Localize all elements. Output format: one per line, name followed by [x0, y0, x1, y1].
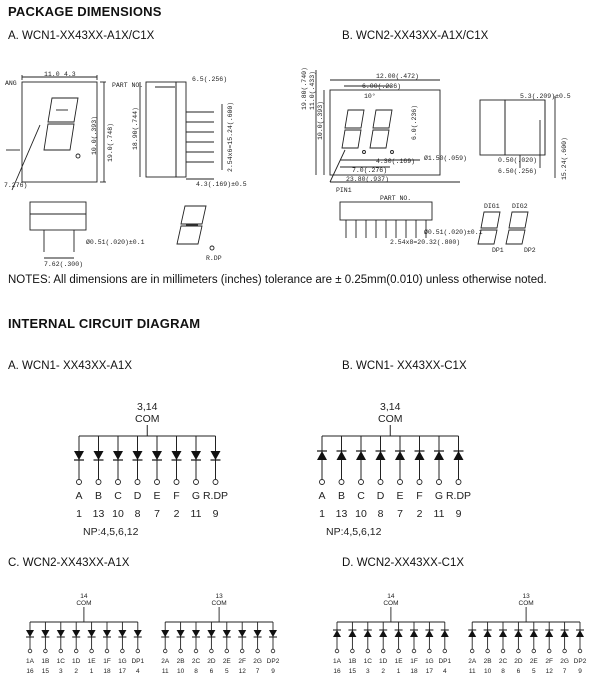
circuit-d-g1-terminal-2 [366, 649, 370, 653]
circuit-b-pin-3: 8 [377, 508, 384, 520]
circuit-c-g2-seg-7: DP2 [266, 658, 280, 665]
circuit-d-g2-terminal-5 [547, 649, 551, 653]
circuit-d-g2-diode-4 [530, 630, 538, 637]
circuit-d-g2-terminal-4 [532, 649, 536, 653]
circuit-c-g1-pin-7: 4 [135, 668, 140, 675]
dim-height: 19.0(.748) [107, 122, 114, 162]
circuit-a-terminal-0 [77, 480, 82, 485]
circuit-b-pin-4: 7 [397, 508, 403, 520]
circuit-c-g1-diode-2 [57, 630, 65, 637]
circuit-c-g1-terminal-7 [136, 649, 140, 653]
circuit-b-diode-4 [395, 451, 405, 460]
circuit-c-g2-diode-4 [223, 630, 231, 637]
circuit-d-g2-seg-2: 2C [498, 658, 508, 665]
circuit-c-g1-seg-3: 1D [72, 658, 81, 665]
circuit-c-g2-pin-4: 5 [224, 668, 229, 675]
circuit-c-com1-label: COM [76, 600, 92, 607]
circuit-c-g2-diode-5 [238, 630, 246, 637]
circuit-a-pin-4: 7 [154, 508, 160, 520]
circuit-c-g2-terminal-7 [271, 649, 275, 653]
circuit-b-diode-0 [317, 451, 327, 460]
circuit-a-com-pins: 3,14 [137, 401, 158, 413]
circuit-d-g2-diode-5 [545, 630, 553, 637]
circuit-c-com1-pin: 14 [80, 593, 88, 600]
dim-b-height-1: 19.80(.740) [301, 67, 308, 110]
dim-b-dp: Ø1.50(.059) [424, 155, 467, 162]
circuit-a-seg-4: E [153, 490, 161, 502]
circuit-d-g2-terminal-2 [501, 649, 505, 653]
circuit-c-g2-seg-0: 2A [161, 658, 170, 665]
dim-side-width: 6.5(.256) [192, 76, 228, 83]
circuit-d-g2-diode-0 [468, 630, 476, 637]
circuit-c-g2-pin-6: 7 [255, 668, 260, 675]
circuit-a-seg-0: A [75, 490, 83, 502]
dim-side-height: 18.90(.744) [132, 107, 139, 150]
circuit-c-g2-terminal-3 [210, 649, 214, 653]
dp1-label: DP1 [492, 247, 504, 254]
circuit-c-g1-terminal-2 [59, 649, 63, 653]
dim-b-side-2: 0.50(.020) [498, 157, 538, 164]
rdp-label: R.DP [206, 255, 222, 262]
circuit-a-label: A. WCN1- XX43XX-A1X [8, 360, 132, 372]
circuit-d-g1-seg-0: 1A [333, 658, 341, 665]
circuit-d-g1-pin-6: 17 [425, 668, 434, 675]
circuit-b-terminal-3 [378, 480, 383, 485]
circuit-b-label: B. WCN1- XX43XX-C1X [342, 360, 467, 372]
circuit-b-seg-0: A [318, 490, 326, 502]
circuit-c-g1-seg-7: DP1 [131, 658, 145, 665]
circuit-a-pin-1: 13 [92, 508, 105, 520]
circuit-a-diode-4 [152, 451, 162, 460]
dim-b-p3: 23.80(.937) [346, 176, 389, 183]
package-a-label: A. WCN1-XX43XX-A1X/C1X [8, 30, 155, 42]
circuit-b-diode-2 [356, 451, 366, 460]
circuit-d-g1-terminal-7 [443, 649, 447, 653]
circuit-d-com1-label: COM [383, 600, 399, 607]
circuit-c-com2-pin: 13 [215, 593, 223, 600]
dim-b-height-3: 10.0(.393) [317, 100, 324, 140]
circuit-a-seg-2: C [114, 490, 122, 502]
circuit-d-g1-seg-5: 1F [410, 658, 418, 665]
circuit-a-diode-2 [113, 451, 123, 460]
circuit-c-g2-seg-2: 2C [191, 658, 201, 665]
circuit-a-pin-6: 11 [190, 508, 202, 520]
circuit-d-g1-diode-5 [410, 630, 418, 637]
circuit-c-g2-diode-6 [254, 630, 262, 637]
circuit-c-g1-seg-6: 1G [118, 658, 127, 665]
circuit-c-g2-pin-7: 9 [271, 668, 275, 675]
circuit-b-diode-7 [454, 451, 464, 460]
circuit-c-g1-terminal-4 [90, 649, 94, 653]
dim-top-width-2: 4.3 [64, 71, 76, 78]
circuit-d-g1-pin-4: 1 [396, 668, 401, 675]
circuit-b-diode-5 [415, 451, 425, 460]
dim-b-side-3: 6.50(.256) [498, 168, 538, 175]
circuit-a-seg-7: R.DP [202, 490, 229, 502]
circuit-c-g2-diode-2 [192, 630, 200, 637]
circuit-d-com1-pin: 14 [387, 593, 395, 600]
circuit-d-g1-seg-2: 1C [363, 658, 372, 665]
circuit-b-pin-0: 1 [319, 508, 325, 520]
circuit-a-terminal-5 [174, 480, 179, 485]
dim-b-p1: 4.30(.169) [376, 158, 416, 165]
circuit-c-g1-terminal-6 [121, 649, 125, 653]
circuit-d-g1-diode-6 [425, 630, 433, 637]
circuit-c-com2-label: COM [211, 600, 227, 607]
circuit-a-diode-1 [94, 451, 104, 460]
circuit-d-g1-diode-3 [379, 630, 387, 637]
pin1-label: PIN1 [336, 187, 352, 194]
dim-b-pin-spacing: 2.54x8=20.32(.800) [390, 239, 461, 246]
circuit-d-g2-seg-0: 2A [468, 658, 477, 665]
circuit-b-pin-7: 9 [455, 508, 462, 520]
dim-b-side-1: 5.3(.209)±0.5 [520, 93, 571, 100]
circuit-c-g1-seg-4: 1E [87, 658, 96, 665]
circuit-a-diode-0 [74, 451, 84, 460]
circuit-d-g2-terminal-3 [517, 649, 521, 653]
circuit-b-pin-5: 2 [416, 508, 423, 520]
circuit-c-g1-terminal-0 [28, 649, 32, 653]
dim-b-side-4: 15.24(.600) [561, 137, 568, 180]
circuit-a-terminal-1 [96, 480, 101, 485]
circuit-d-g1-diode-2 [364, 630, 372, 637]
circuit-d-com2-label: COM [518, 600, 534, 607]
circuit-d-g1-pin-7: 4 [442, 668, 447, 675]
circuit-d-g1-terminal-5 [412, 649, 416, 653]
package-a-front-body [22, 82, 97, 182]
circuit-d-g2-pin-5: 12 [545, 668, 553, 675]
dim-pins: 2.54x6=15.24(.600) [227, 101, 234, 172]
circuit-c-g1-pin-3: 2 [74, 668, 79, 675]
circuit-c-g1-pin-6: 17 [118, 668, 127, 675]
circuit-d-label: D. WCN2-XX43XX-C1X [342, 557, 465, 569]
circuit-c-g1-diode-0 [26, 630, 34, 637]
circuit-d-g1-seg-1: 1B [348, 658, 357, 665]
circuit-a-diode-3 [133, 451, 143, 460]
dim-b-pin-diameter: Ø0.51(.020)±0.1 [424, 229, 483, 236]
circuit-d-g2-terminal-0 [470, 649, 474, 653]
circuit-c-g1-diode-3 [72, 630, 80, 637]
circuit-c-g2-diode-1 [177, 630, 185, 637]
circuit-d-g1-terminal-4 [397, 649, 401, 653]
circuit-c-g2-terminal-5 [240, 649, 244, 653]
dig1-label: DIG1 [484, 203, 500, 210]
circuit-c-g1-pin-1: 15 [41, 668, 50, 675]
circuit-d-g1-seg-3: 1D [379, 658, 388, 665]
circuit-d-g2-seg-6: 2G [560, 658, 569, 665]
dim-b-height-4: 6.0(.236) [411, 104, 418, 140]
circuit-a-seg-3: D [133, 490, 142, 502]
circuit-b-np: NP:4,5,6,12 [326, 526, 382, 538]
circuit-d-g1-pin-5: 18 [410, 668, 418, 675]
dim-b-height-2: 11.0(.433) [309, 70, 316, 110]
circuit-c-g2-seg-4: 2E [222, 658, 231, 665]
circuit-c-g1-terminal-3 [74, 649, 78, 653]
circuit-b-seg-1: B [337, 490, 346, 502]
circuit-b-terminal-0 [320, 480, 325, 485]
circuit-c-g2-terminal-1 [179, 649, 183, 653]
circuit-d-g1-terminal-6 [428, 649, 432, 653]
dim-top-width: 11.0 [44, 71, 60, 78]
circuit-c-g2-pin-0: 11 [161, 668, 169, 675]
circuit-c-g2-terminal-0 [163, 649, 167, 653]
circuit-d-g1-terminal-3 [381, 649, 385, 653]
circuit-a-seg-6: G [191, 490, 201, 502]
dimensions-note: NOTES: All dimensions are in millimeters (inches) tolerance are ± 0.25mm(0.010) unless otherwise noted. [8, 274, 547, 286]
circuit-b-pin-6: 11 [433, 508, 445, 520]
dim-pin-diameter: Ø0.51(.020)±0.1 [86, 239, 145, 246]
circuit-c-g1-diode-6 [118, 630, 126, 637]
circuit-d-g2-seg-1: 2B [483, 658, 492, 665]
circuit-c-g2-pin-1: 10 [176, 668, 185, 675]
dim-b-width-1: 12.00(.472) [376, 73, 419, 80]
circuit-d-g2-pin-4: 5 [531, 668, 536, 675]
circuit-d-g1-seg-6: 1G [425, 658, 434, 665]
circuit-b-pin-1: 13 [335, 508, 348, 520]
circuit-c-g1-diode-5 [103, 630, 111, 637]
circuit-d-g1-pin-3: 2 [381, 668, 386, 675]
circuit-c-g2-seg-1: 2B [176, 658, 185, 665]
circuit-b-terminal-6 [437, 480, 442, 485]
circuit-c-g1-seg-1: 1B [41, 658, 50, 665]
circuit-a-terminal-3 [135, 480, 140, 485]
circuit-d-g2-pin-1: 10 [483, 668, 492, 675]
circuit-b-seg-2: C [357, 490, 365, 502]
circuit-b-seg-6: G [434, 490, 444, 502]
circuit-b-seg-3: D [376, 490, 385, 502]
circuit-a-pin-3: 8 [134, 508, 141, 520]
circuit-c-g2-seg-6: 2G [253, 658, 262, 665]
circuit-c-g1-terminal-1 [44, 649, 48, 653]
circuit-c-g1-diode-1 [41, 630, 49, 637]
circuit-d-g2-diode-6 [561, 630, 569, 637]
circuit-b-terminal-2 [359, 480, 364, 485]
circuit-a-com-label: COM [135, 413, 160, 425]
dim-pin-offset: 4.3(.169)±0.5 [196, 181, 247, 188]
circuit-c-g1-pin-2: 3 [58, 668, 63, 675]
circuit-d-g2-diode-2 [499, 630, 507, 637]
circuit-d-com2-pin: 13 [522, 593, 530, 600]
dim-slant: 7.276) [4, 182, 28, 189]
circuit-d-g1-seg-4: 1E [394, 658, 403, 665]
circuit-c-g2-diode-3 [207, 630, 215, 637]
circuit-c-label: C. WCN2-XX43XX-A1X [8, 557, 130, 569]
circuit-b-diode-6 [434, 451, 444, 460]
circuit-c-g2-pin-5: 12 [238, 668, 246, 675]
circuit-c-g1-pin-0: 16 [26, 668, 34, 675]
circuit-c-g1-terminal-5 [105, 649, 109, 653]
circuit-a-diode-7 [211, 451, 221, 460]
circuit-c-g1-pin-4: 1 [89, 668, 94, 675]
circuit-c-g2-terminal-2 [194, 649, 198, 653]
circuit-c-g1-seg-5: 1F [103, 658, 111, 665]
dim-b-p2: 7.0(.276) [352, 167, 388, 174]
dim-height-2: 10.0(.393) [91, 115, 98, 155]
dim-ang: ANG [5, 80, 17, 87]
circuit-d-g1-seg-7: DP1 [438, 658, 452, 665]
circuit-b-terminal-4 [398, 480, 403, 485]
circuit-b-pin-2: 10 [355, 508, 367, 520]
circuit-c-g1-diode-4 [88, 630, 96, 637]
circuit-a-diode-6 [191, 451, 201, 460]
circuit-b-diode-1 [337, 451, 347, 460]
circuit-a-terminal-6 [194, 480, 199, 485]
circuit-c-g2-seg-5: 2F [238, 658, 246, 665]
circuit-b-com-label: COM [378, 413, 403, 425]
circuit-a-diode-5 [172, 451, 182, 460]
circuit-d-g2-terminal-6 [563, 649, 567, 653]
circuit-d-g2-diode-7 [576, 630, 584, 637]
dim-b-width-2: 6.00(.236) [362, 83, 402, 90]
circuit-d-g2-seg-4: 2E [529, 658, 538, 665]
circuit-b-terminal-1 [339, 480, 344, 485]
circuit-d-g2-terminal-1 [486, 649, 490, 653]
circuit-b-seg-5: F [416, 490, 423, 502]
internal-circuit-title: INTERNAL CIRCUIT DIAGRAM [8, 316, 201, 331]
circuit-a-pin-0: 1 [76, 508, 82, 520]
circuit-d-g2-diode-1 [484, 630, 492, 637]
circuit-d-g2-diode-3 [514, 630, 522, 637]
part-no-label-a: PART NO. [112, 82, 144, 89]
dp2-label: DP2 [524, 247, 536, 254]
circuit-c-g1-pin-5: 18 [103, 668, 111, 675]
circuit-b-seg-4: E [396, 490, 404, 502]
circuit-b-com-pins: 3,14 [380, 401, 401, 413]
circuit-a-pin-2: 10 [112, 508, 124, 520]
circuit-d-g2-pin-0: 11 [468, 668, 476, 675]
circuit-d-g2-pin-2: 8 [501, 668, 505, 675]
circuit-a-terminal-7 [213, 480, 218, 485]
circuit-d-g1-pin-2: 3 [365, 668, 370, 675]
circuit-c-g2-pin-2: 8 [194, 668, 198, 675]
circuit-d-g1-terminal-0 [335, 649, 339, 653]
circuit-c-g1-seg-0: 1A [26, 658, 34, 665]
circuit-a-seg-5: F [173, 490, 180, 502]
circuit-d-g1-diode-1 [348, 630, 356, 637]
circuit-d-g1-diode-4 [395, 630, 403, 637]
circuit-d-g1-terminal-1 [351, 649, 355, 653]
circuit-d-g2-terminal-7 [578, 649, 582, 653]
dig2-label: DIG2 [512, 203, 528, 210]
circuit-b-diode-3 [376, 451, 386, 460]
circuit-c-g2-terminal-4 [225, 649, 229, 653]
dim-pin-spacing: 7.62(.300) [44, 261, 84, 268]
circuit-a-np: NP:4,5,6,12 [83, 526, 139, 538]
circuit-d-g1-diode-7 [441, 630, 449, 637]
circuit-a-pin-7: 9 [212, 508, 219, 520]
circuit-c-g2-terminal-6 [256, 649, 260, 653]
package-dimensions-title: PACKAGE DIMENSIONS [8, 4, 162, 19]
circuit-d-g2-seg-3: 2D [514, 658, 523, 665]
dim-b-angle: 10° [364, 93, 376, 100]
circuit-b-seg-7: R.DP [445, 490, 472, 502]
circuit-c-g1-diode-7 [134, 630, 142, 637]
circuit-c-g2-diode-0 [161, 630, 169, 637]
part-no-label-b: PART NO. [380, 195, 412, 202]
circuit-d-g2-seg-7: DP2 [573, 658, 587, 665]
circuit-d-g1-pin-0: 16 [333, 668, 341, 675]
circuit-d-g1-pin-1: 15 [348, 668, 357, 675]
circuit-d-g2-pin-6: 7 [562, 668, 567, 675]
circuit-a-terminal-2 [116, 480, 121, 485]
circuit-a-terminal-4 [155, 480, 160, 485]
circuit-d-g2-pin-7: 9 [578, 668, 582, 675]
package-b-label: B. WCN2-XX43XX-A1X/C1X [342, 30, 489, 42]
circuit-b-terminal-7 [456, 480, 461, 485]
circuit-c-g2-diode-7 [269, 630, 277, 637]
circuit-b-terminal-5 [417, 480, 422, 485]
circuit-a-seg-1: B [94, 490, 103, 502]
circuit-a-pin-5: 2 [173, 508, 180, 520]
circuit-c-g2-pin-3: 6 [209, 668, 214, 675]
circuit-c-g2-seg-3: 2D [207, 658, 216, 665]
circuit-d-g2-pin-3: 6 [516, 668, 521, 675]
circuit-c-g1-seg-2: 1C [56, 658, 65, 665]
circuit-d-g2-seg-5: 2F [545, 658, 553, 665]
circuit-d-g1-diode-0 [333, 630, 341, 637]
